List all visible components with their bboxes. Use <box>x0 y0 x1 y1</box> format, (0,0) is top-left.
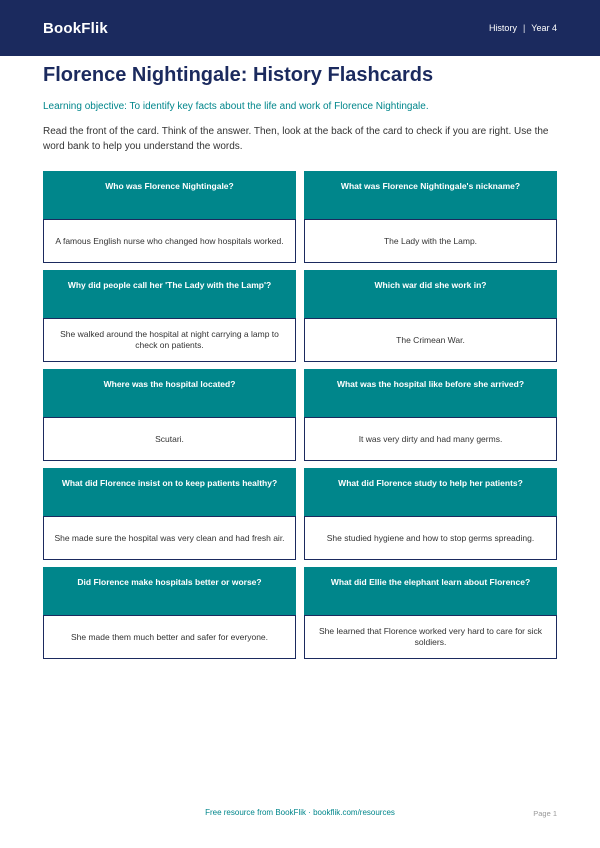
card-back <box>304 219 557 263</box>
flashcard[interactable] <box>43 171 296 263</box>
flashcard[interactable] <box>43 468 296 560</box>
card-answer: Scutari. <box>155 433 184 444</box>
card-front <box>304 567 557 615</box>
card-front <box>304 369 557 417</box>
brand-logo[interactable]: BookFlik <box>43 19 108 37</box>
card-front <box>304 171 557 219</box>
card-question: What was Florence Nightingale's nickname? <box>340 181 521 191</box>
year-label: Year 4 <box>531 23 557 33</box>
card-answer: She walked around the hospital at night carrying a lamp to check on patients. <box>60 329 279 350</box>
card-question: Where was the hospital located? <box>103 379 236 389</box>
page-number: Page 1 <box>533 809 557 818</box>
card-question: What did Ellie the elephant learn about Florence? <box>330 577 531 587</box>
card-back <box>43 318 296 362</box>
card-question: What did Florence study to help her patients? <box>338 478 523 488</box>
flashcard[interactable] <box>304 468 557 560</box>
flashcard[interactable] <box>304 270 557 362</box>
flashcard[interactable] <box>43 369 296 461</box>
card-back <box>304 615 557 659</box>
card-back <box>304 417 557 461</box>
card-question: Who was Florence Nightingale? <box>105 181 234 191</box>
subject-label: History <box>488 23 517 33</box>
card-front <box>43 270 296 318</box>
card-answer: She learned that Florence worked very hard to care for sick soldiers. <box>319 626 542 647</box>
card-answer: The Crimean War. <box>396 334 465 345</box>
page-title: Florence Nightingale: History Flashcards <box>43 64 434 86</box>
card-back <box>43 417 296 461</box>
card-front <box>43 171 296 219</box>
card-front <box>43 468 296 516</box>
card-question: Which war did she work in? <box>374 280 487 290</box>
card-front <box>43 567 296 615</box>
card-question: Did Florence make hospitals better or worse? <box>77 577 262 587</box>
card-answer: The Lady with the Lamp. <box>383 235 478 246</box>
flashcard[interactable] <box>304 369 557 461</box>
card-answer: She made sure the hospital was very clean and had fresh air. <box>54 532 285 543</box>
flashcard[interactable] <box>43 270 296 362</box>
subject-year-label <box>489 23 557 33</box>
card-back <box>304 516 557 560</box>
header-bar <box>0 0 600 56</box>
card-back <box>43 615 296 659</box>
card-answer: She studied hygiene and how to stop germs spreading. <box>326 532 535 543</box>
flashcard-grid <box>43 171 557 659</box>
instructions: Read the front of the card. Think of the answer. Then, look at the back of the card to check if you are right. Use the word bank to help you understand the words. <box>43 126 549 152</box>
meta-separator: | <box>522 23 526 33</box>
flashcard[interactable] <box>43 567 296 659</box>
card-question: Why did people call her 'The Lady with the Lamp'? <box>67 280 272 290</box>
card-front <box>304 468 557 516</box>
card-back <box>304 318 557 362</box>
card-front <box>304 270 557 318</box>
card-answer: She made them much better and safer for everyone. <box>70 631 269 642</box>
card-back <box>43 219 296 263</box>
card-question: What was the hospital like before she arrived? <box>336 379 525 389</box>
card-answer: A famous English nurse who changed how hospitals worked. <box>55 235 284 246</box>
footer-credit[interactable]: Free resource from BookFlik · bookflik.com/resources <box>205 808 395 817</box>
card-back <box>43 516 296 560</box>
card-front <box>43 369 296 417</box>
flashcard[interactable] <box>304 567 557 659</box>
card-answer: It was very dirty and had many germs. <box>358 433 503 444</box>
flashcard[interactable] <box>304 171 557 263</box>
card-question: What did Florence insist on to keep patients healthy? <box>61 478 278 488</box>
learning-objective: Learning objective: To identify key facts about the life and work of Florence Nightingale. <box>43 101 429 112</box>
